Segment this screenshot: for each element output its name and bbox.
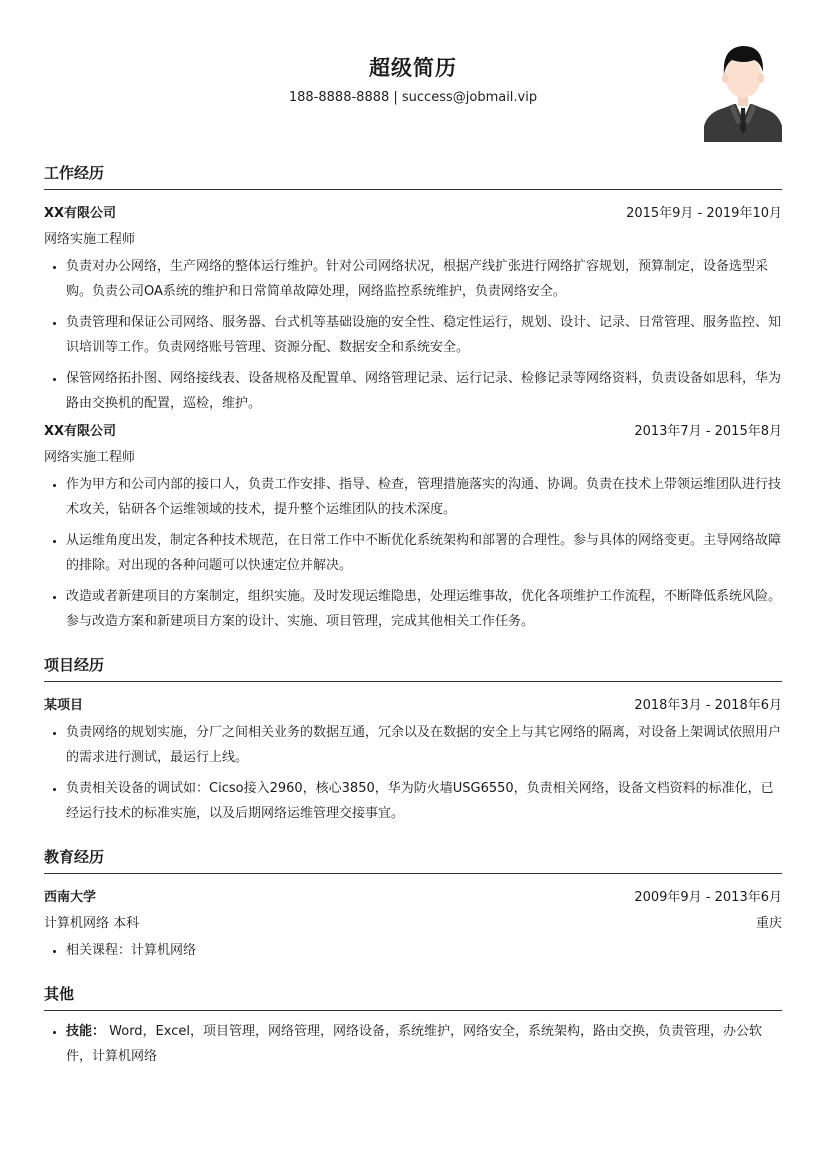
person-avatar-icon (704, 40, 782, 142)
list-item: • 作为甲方和公司内部的接口人，负责工作安排、指导、检查，管理措施落实的沟通、协调。负责在技术上带领运维团队进行技术攻关，钻研各个运维领域的技术，提升整个运维团队的技术深度。 (66, 472, 782, 522)
entry-header (44, 416, 782, 442)
date-range: 2013年7月 - 2015年8月 (634, 423, 782, 439)
date-range: 2018年3月 - 2018年6月 (634, 697, 782, 713)
list-item: • 改造或者新建项目的方案制定，组织实施。及时发现运维隐患，处理运维事故，优化各项维护工作流程，不断降低系统风险。参与改造方案和新建项目方案的设计、实施、项目管理，完成其他相关工作任务。 (66, 584, 782, 634)
entry-header (44, 198, 782, 224)
resume-name: 超级简历 (369, 56, 457, 80)
role-label: 网络实施工程师 (44, 231, 136, 247)
entry-header (44, 882, 782, 908)
role-label: 网络实施工程师 (44, 449, 136, 465)
work-section (44, 162, 782, 634)
section-title: 其他 (44, 983, 782, 1011)
section-title: 工作经历 (44, 162, 782, 190)
skills-label: 技能： (66, 1024, 106, 1039)
other-section (44, 983, 782, 1069)
project-name: 某项目 (44, 697, 84, 713)
education-section (44, 846, 782, 963)
bullet-list (44, 254, 782, 416)
date-range: 2009年9月 - 2013年6月 (634, 889, 782, 905)
project-section (44, 654, 782, 826)
contact-info: 188-8888-8888 | success@jobmail.vip (288, 90, 538, 105)
bullet-list (44, 1019, 782, 1069)
degree-line (44, 908, 782, 934)
major-degree: 计算机网络 本科 (44, 915, 140, 931)
city-label: 重庆 (755, 915, 782, 931)
school-name: 西南大学 (44, 889, 97, 905)
list-item: • 负责管理和保证公司网络、服务器、台式机等基础设施的安全性、稳定性运行，规划、设计、记录、日常管理、服务监控、知识培训等工作。负责网络账号管理、资源分配、数据安全和系统安全。 (66, 310, 782, 360)
skills-text: Word，Excel，项目管理，网络管理，网络设备，系统维护，网络安全，系统架构，路由交换，负责管理，办公软件，计算机网络 (66, 1024, 762, 1064)
list-item: • 相关课程：计算机网络 (66, 938, 782, 963)
date-range: 2015年9月 - 2019年10月 (626, 205, 782, 221)
resume-header (44, 0, 782, 150)
list-item: • 负责相关设备的调试如：Cicso接入2960，核心3850，华为防火墙USG6550，负责相关网络，设备文档资料的标准化，已经运行技术的标准实施，以及后期网络运维管理交接事宜。 (66, 776, 782, 826)
skills-item (66, 1019, 782, 1069)
list-item: • 保管网络拓扑图、网络接线表、设备规格及配置单、网络管理记录、运行记录、检修记录等网络资料，负责设备如思科，华为路由交换机的配置，巡检，维护。 (66, 366, 782, 416)
list-item: • 从运维角度出发，制定各种技术规范，在日常工作中不断优化系统架构和部署的合理性。参与具体的网络变更。主导网络故障的排除。对出现的各种问题可以快速定位并解决。 (66, 528, 782, 578)
bullet-list (44, 720, 782, 826)
company-name: XX有限公司 (44, 205, 117, 221)
list-item: • 负责网络的规划实施，分厂之间相关业务的数据互通，冗余以及在数据的安全上与其它网络的隔离，对设备上架调试依照用户的需求进行测试，最运行上线。 (66, 720, 782, 770)
section-title: 项目经历 (44, 654, 782, 682)
section-title: 教育经历 (44, 846, 782, 874)
resume-page (44, 0, 782, 1075)
bullet-list (44, 938, 782, 963)
bullet-list (44, 472, 782, 634)
job-role (44, 442, 782, 468)
company-name: XX有限公司 (44, 423, 117, 439)
entry-header (44, 690, 782, 716)
list-item: • 负责对办公网络，生产网络的整体运行维护。针对公司网络状况，根据产线扩张进行网络扩容规划，预算制定，设备选型采购。负责公司OA系统的维护和日常简单故障处理，网络监控系统维护，负责网络安全。 (66, 254, 782, 304)
job-role (44, 224, 782, 250)
